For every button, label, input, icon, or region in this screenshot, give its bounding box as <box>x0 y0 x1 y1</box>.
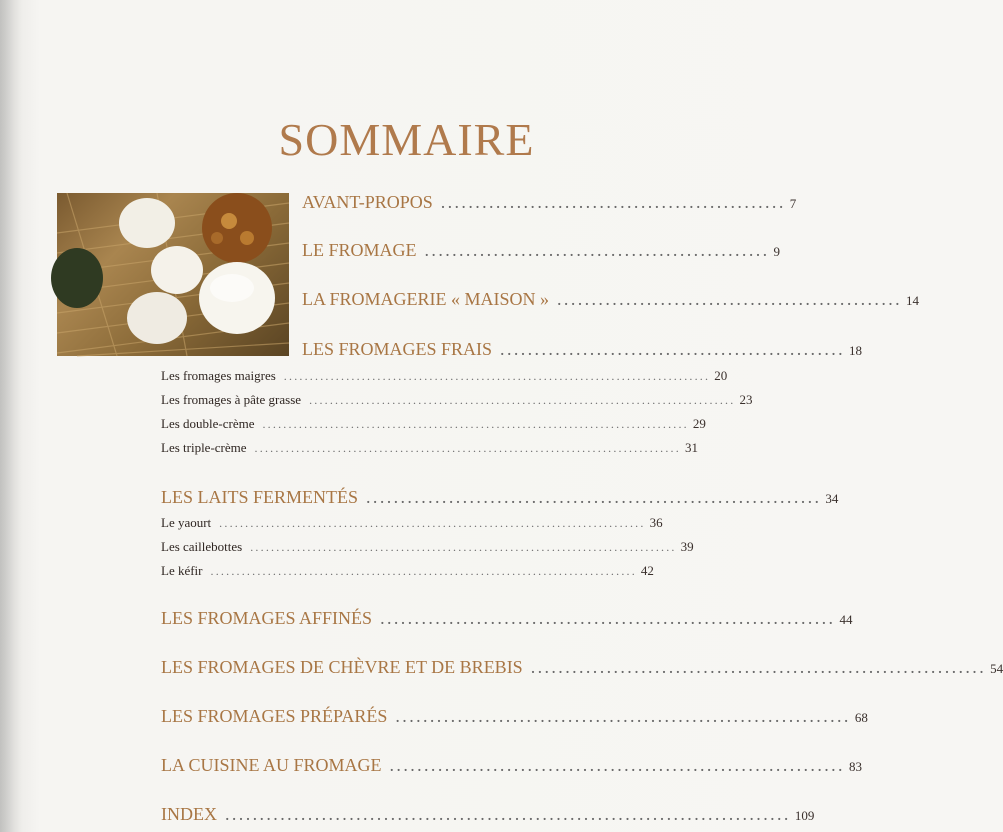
toc-label: LES FROMAGES PRÉPARÉS <box>161 706 388 726</box>
dot-leader: .................................................. <box>440 192 786 212</box>
toc-page-number: 31 <box>684 440 698 455</box>
dot-leader: .................................................. <box>424 240 770 260</box>
toc-label: LE FROMAGE <box>302 240 417 260</box>
toc-subentry[interactable] <box>161 539 694 555</box>
toc-subentry[interactable] <box>161 392 753 408</box>
toc-entry-fromages-frais[interactable] <box>302 339 863 360</box>
toc-page-number: 34 <box>825 491 839 506</box>
dot-leader: .................................................................................. <box>262 417 689 431</box>
toc-page-number: 44 <box>839 612 853 627</box>
toc-label: LA CUISINE AU FROMAGE <box>161 755 382 775</box>
cheese-photo <box>57 193 289 356</box>
toc-page-number: 68 <box>854 710 868 725</box>
toc-label: LES FROMAGES FRAIS <box>302 339 493 359</box>
toc-page-number: 18 <box>849 343 863 358</box>
toc-entry-laits-fermentes[interactable] <box>161 487 839 508</box>
toc-entry-fromages-affines[interactable] <box>161 608 853 629</box>
toc-page-number: 23 <box>739 392 753 407</box>
toc-label: LES FROMAGES DE CHÈVRE ET DE BREBIS <box>161 657 523 677</box>
dot-leader: .................................................................................. <box>283 369 711 383</box>
toc-page-number: 14 <box>906 293 920 308</box>
toc-label: LES LAITS FERMENTÉS <box>161 487 359 507</box>
toc-sublabel: Les caillebottes <box>161 539 243 554</box>
dot-leader: .................................................................................. <box>210 564 637 578</box>
dot-leader: .................................................................................. <box>219 516 646 530</box>
dot-leader: .................................................................. <box>395 706 851 726</box>
toc-page-number: 7 <box>789 196 797 211</box>
toc-subentry[interactable] <box>161 515 663 531</box>
dot-leader: .................................................................. <box>380 608 836 628</box>
toc-entry-le-fromage[interactable] <box>302 240 781 261</box>
toc-sublabel: Le yaourt <box>161 515 212 530</box>
toc-subentry[interactable] <box>161 368 728 384</box>
toc-page-number: 36 <box>649 515 663 530</box>
toc-page-number: 54 <box>990 661 1003 676</box>
toc-entry-fromages-prepares[interactable] <box>161 706 868 727</box>
toc-entry-index[interactable] <box>161 804 815 825</box>
dot-leader: .................................................................................. <box>225 804 791 824</box>
dot-leader: .................................................................. <box>389 755 845 775</box>
toc-label: INDEX <box>161 804 217 824</box>
toc-label: AVANT-PROPOS <box>302 192 433 212</box>
toc-page-number: 109 <box>794 808 815 823</box>
toc-subentry[interactable] <box>161 440 698 456</box>
dot-leader: .................................................................. <box>366 487 822 507</box>
toc-label: LA FROMAGERIE « MAISON » <box>302 289 550 309</box>
toc-page-number: 20 <box>714 368 728 383</box>
toc-entry-fromagerie-maison[interactable] <box>302 289 920 310</box>
toc-sublabel: Les fromages maigres <box>161 368 276 383</box>
toc-entry-chevre-brebis[interactable] <box>161 657 1003 678</box>
toc-sublabel: Les fromages à pâte grasse <box>161 392 302 407</box>
toc-sublabel: Les triple-crème <box>161 440 247 455</box>
dot-leader: .................................................. <box>500 339 846 359</box>
dot-leader: .................................................................................. <box>254 441 681 455</box>
toc-page-number: 9 <box>773 244 781 259</box>
toc-entry-avant-propos[interactable] <box>302 192 797 213</box>
dot-leader: .................................................................................. <box>309 393 736 407</box>
toc-subentry[interactable] <box>161 416 706 432</box>
toc-sublabel: Les double-crème <box>161 416 255 431</box>
dot-leader: .................................................................................. <box>250 540 677 554</box>
toc-label: LES FROMAGES AFFINÉS <box>161 608 373 628</box>
toc-subentry[interactable] <box>161 563 654 579</box>
toc-entry-cuisine-fromage[interactable] <box>161 755 862 776</box>
toc-sublabel: Le kéfir <box>161 563 203 578</box>
dot-leader: .................................................. <box>557 289 903 309</box>
dot-leader: .................................................................. <box>530 657 987 677</box>
toc-page-number: 39 <box>680 539 694 554</box>
toc-page-number: 83 <box>848 759 862 774</box>
toc-page-number: 29 <box>692 416 706 431</box>
toc-page-number: 42 <box>640 563 654 578</box>
page-title: SOMMAIRE <box>278 113 535 165</box>
